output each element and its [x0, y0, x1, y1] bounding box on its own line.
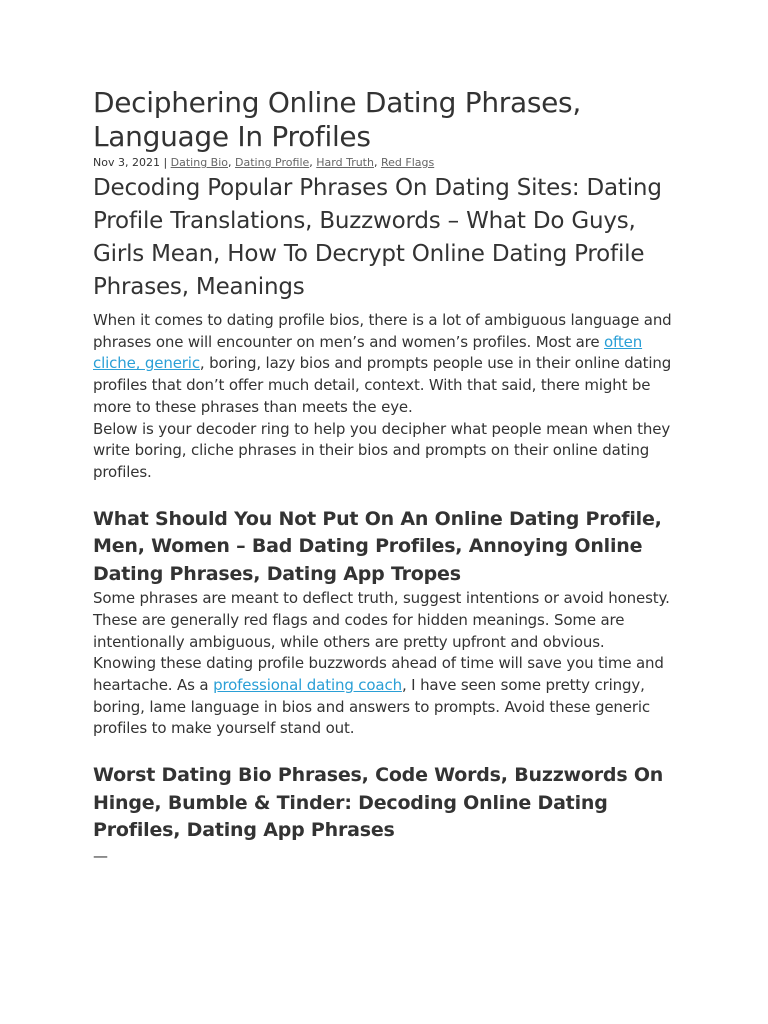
- tag-link-dating-bio[interactable]: Dating Bio: [170, 156, 229, 169]
- tag-separator: ,: [309, 156, 317, 169]
- professional-dating-coach-link[interactable]: professional dating coach: [213, 675, 402, 694]
- meta-separator: |: [159, 156, 171, 169]
- post-date: Nov 3, 2021: [93, 156, 160, 169]
- section-1-paragraph-2: [93, 653, 676, 740]
- often-cliche-generic-link[interactable]: often cliche, generic: [93, 332, 643, 373]
- tag-link-hard-truth[interactable]: Hard Truth: [316, 156, 374, 169]
- tag-separator: ,: [373, 156, 381, 169]
- section-2-heading: Worst Dating Bio Phrases, Code Words, Buzzwords On Hinge, Bumble & Tinder: Decoding Online Dating Profiles, Dating App Phrases: [93, 764, 664, 842]
- article-meta: [93, 156, 676, 170]
- tag-separator: ,: [228, 156, 236, 169]
- tag-link-dating-profile[interactable]: Dating Profile: [235, 156, 310, 169]
- intro-paragraph-2: Below is your decoder ring to help you decipher what people mean when they write boring, cliche phrases in their bios and prompts on their online dating profiles.: [93, 419, 671, 481]
- section-1-text-before: Knowing these dating profile buzzwords ahead of time will save you time and heartache. As a: [93, 654, 664, 694]
- intro-text-before: When it comes to dating profile bios, there is a lot of ambiguous language and phrases one will encounter on men’s and women’s profiles. Most are: [93, 311, 672, 351]
- intro-text-after: , boring, lazy bios and prompts people use in their online dating profiles that don’t offer much detail, context. With that said, there might be more to these phrases than meets the eye.: [93, 354, 672, 416]
- section-1-heading: What Should You Not Put On An Online Dating Profile, Men, Women – Bad Dating Profiles, Annoying Online Dating Phrases, Dating App Tropes: [93, 507, 662, 585]
- article-subtitle: Decoding Popular Phrases On Dating Sites: Dating Profile Translations, Buzzwords – What Do Guys, Girls Mean, How To Decrypt Online Dating Profile Phrases, Meanings: [93, 175, 662, 300]
- intro-paragraph-1: [93, 310, 676, 419]
- section-1-paragraph-1: Some phrases are meant to deflect truth, suggest intentions or avoid honesty. These are generally red flags and codes for hidden meanings. Some are intentionally ambiguous, while others are pretty upfront and obvious.: [93, 589, 670, 651]
- article-title: Deciphering Online Dating Phrases, Language In Profiles: [93, 86, 581, 153]
- section-1-text-after: , I have seen some pretty cringy, boring, lame language in bios and answers to prompts. Avoid these generic profiles to make yourself stand out.: [93, 675, 650, 738]
- tag-link-red-flags[interactable]: Red Flags: [380, 156, 435, 169]
- section-2-dash: —: [93, 846, 108, 865]
